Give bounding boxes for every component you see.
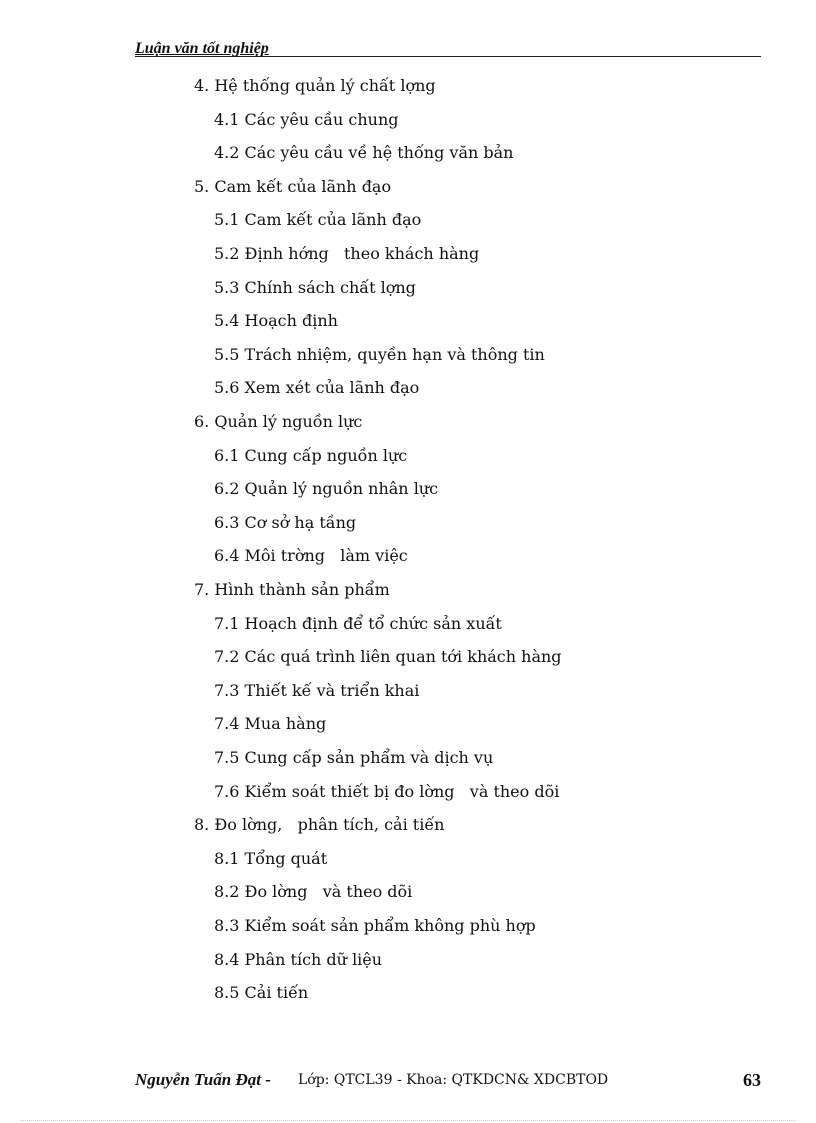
- page-footer: [135, 1068, 761, 1092]
- toc-subsection: 5.6 Xem xét của lãnh đạo: [214, 378, 420, 398]
- toc-subsection: 6.2 Quản lý nguồn nhân lực: [214, 479, 439, 499]
- toc-subsection: 8.2 Đo lờng và theo dõi: [214, 882, 413, 902]
- toc-subsection: 8.3 Kiểm soát sản phẩm không phù hợp: [214, 916, 536, 935]
- toc-subsection: 5.5 Trách nhiệm, quyền hạn và thông tin: [214, 344, 545, 364]
- toc-subsection: 8.1 Tổng quát: [214, 848, 328, 868]
- toc-subsection: 6.1 Cung cấp nguồn lực: [214, 445, 408, 465]
- toc-subsection: 7.4 Mua hàng: [214, 714, 327, 734]
- toc-subsection: 4.1 Các yêu cầu chung: [214, 109, 399, 129]
- bottom-divider: [20, 1120, 796, 1121]
- footer-class-info: Lớp: QTCL39 - Khoa: QTKDCN& XDCBTOD: [298, 1072, 609, 1088]
- toc-subsection: 7.1 Hoạch định để tổ chức sản xuất: [214, 613, 502, 633]
- toc-subsection: 5.3 Chính sách chất lợng: [214, 277, 416, 297]
- header-title: Luận văn tốt nghiệp: [135, 40, 269, 57]
- toc-section: 6. Quản lý nguồn lực: [194, 412, 363, 431]
- toc-subsection: 8.4 Phân tích dữ liệu: [214, 949, 383, 969]
- toc-section: 5. Cam kết của lãnh đạo: [194, 176, 392, 196]
- toc-subsection: 6.3 Cơ sở hạ tầng: [214, 512, 357, 532]
- page-header: [135, 38, 761, 57]
- toc-subsection: 7.5 Cung cấp sản phẩm và dịch vụ: [214, 748, 494, 767]
- toc-section: 8. Đo lờng, phân tích, cải tiến: [194, 815, 445, 835]
- toc-subsection: 7.6 Kiểm soát thiết bị đo lờng và theo dõi: [214, 781, 560, 801]
- footer-author: Nguyễn Tuấn Đạt -: [135, 1070, 271, 1089]
- toc-subsection: 7.3 Thiết kế và triển khai: [214, 680, 420, 700]
- toc-subsection: 7.2 Các quá trình liên quan tới khách hàng: [214, 647, 562, 667]
- toc-subsection: 5.1 Cam kết của lãnh đạo: [214, 210, 422, 230]
- toc-subsection: 5.4 Hoạch định: [214, 311, 338, 331]
- toc-section: 4. Hệ thống quản lý chất lợng: [194, 76, 436, 95]
- toc-section: 7. Hình thành sản phẩm: [194, 580, 390, 599]
- page-number: 63: [743, 1070, 761, 1090]
- toc-subsection: 8.5 Cải tiến: [214, 983, 309, 1003]
- toc-subsection: 5.2 Định hớng theo khách hàng: [214, 244, 480, 263]
- toc-subsection: 4.2 Các yêu cầu về hệ thống văn bản: [214, 143, 514, 163]
- toc-subsection: 6.4 Môi trờng làm việc: [214, 546, 408, 566]
